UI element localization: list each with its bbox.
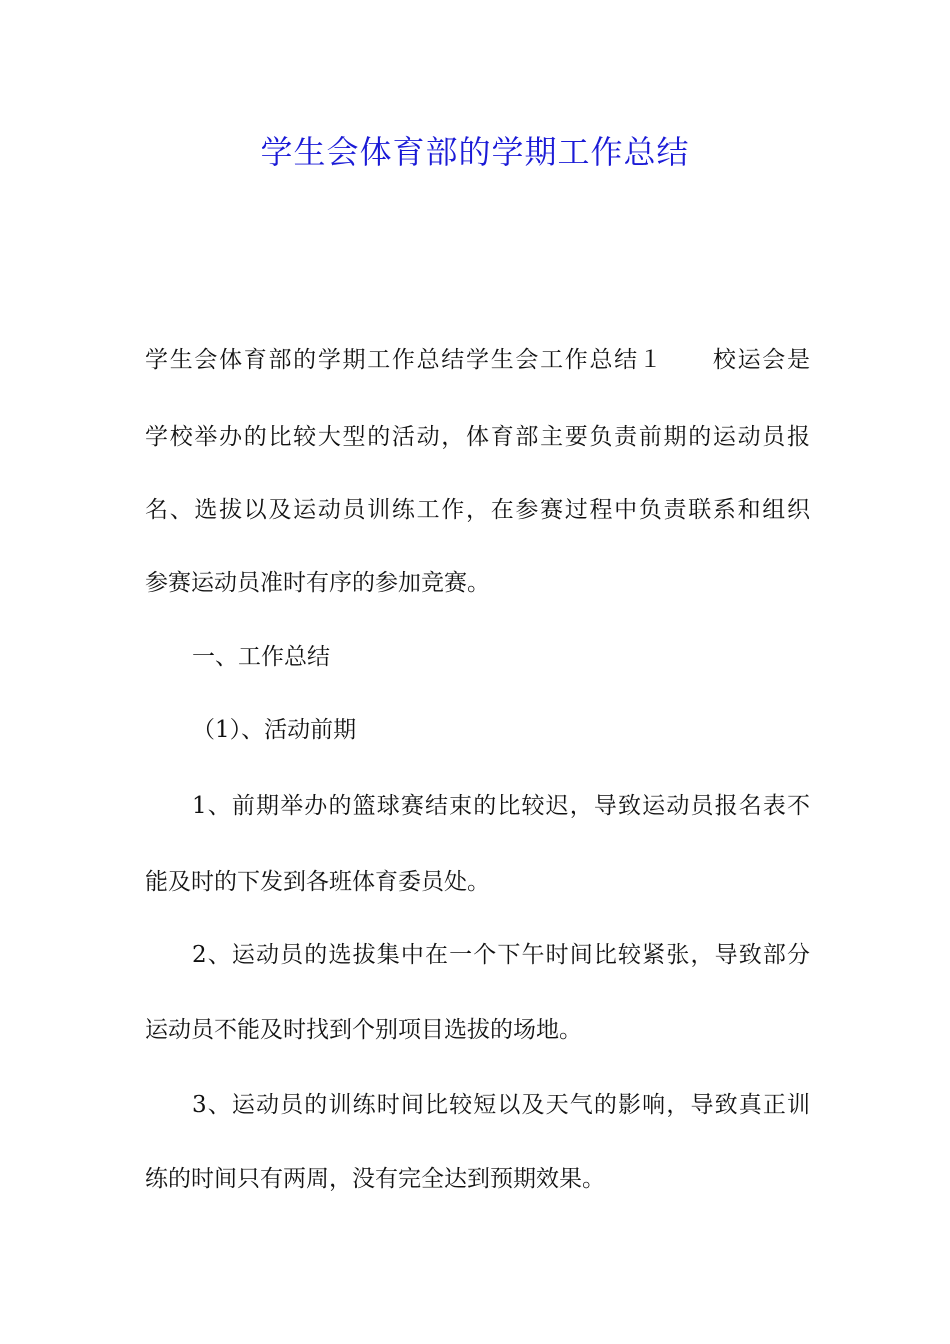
list-item-line: 能及时的下发到各班体育委员处。 [145,869,490,895]
list-item-line: 练的时间只有两周，没有完全达到预期效果。 [145,1166,605,1192]
list-item-line: 2、运动员的选拔集中在一个下午时间比较紧张，导致部分 [192,942,810,968]
list-item-line: 运动员不能及时找到个别项目选拔的场地。 [145,1017,582,1043]
paragraph-line: 学校举办的比较大型的活动，体育部主要负责前期的运动员报 [145,424,810,450]
list-item-line: 3、运动员的训练时间比较短以及天气的影响，导致真正训 [192,1092,810,1118]
list-item-line: 1、前期举办的篮球赛结束的比较迟，导致运动员报名表不 [192,793,810,819]
paragraph-line: 学生会体育部的学期工作总结学生会工作总结１ 校运会是 [145,347,810,373]
subsection-heading: （1）、活动前期 [192,717,357,743]
section-heading: 一、工作总结 [192,644,330,670]
document-title: 学生会体育部的学期工作总结 [260,133,690,171]
paragraph-line: 名、选拔以及运动员训练工作，在参赛过程中负责联系和组织 [145,497,810,523]
paragraph-line: 参赛运动员准时有序的参加竞赛。 [145,570,490,596]
